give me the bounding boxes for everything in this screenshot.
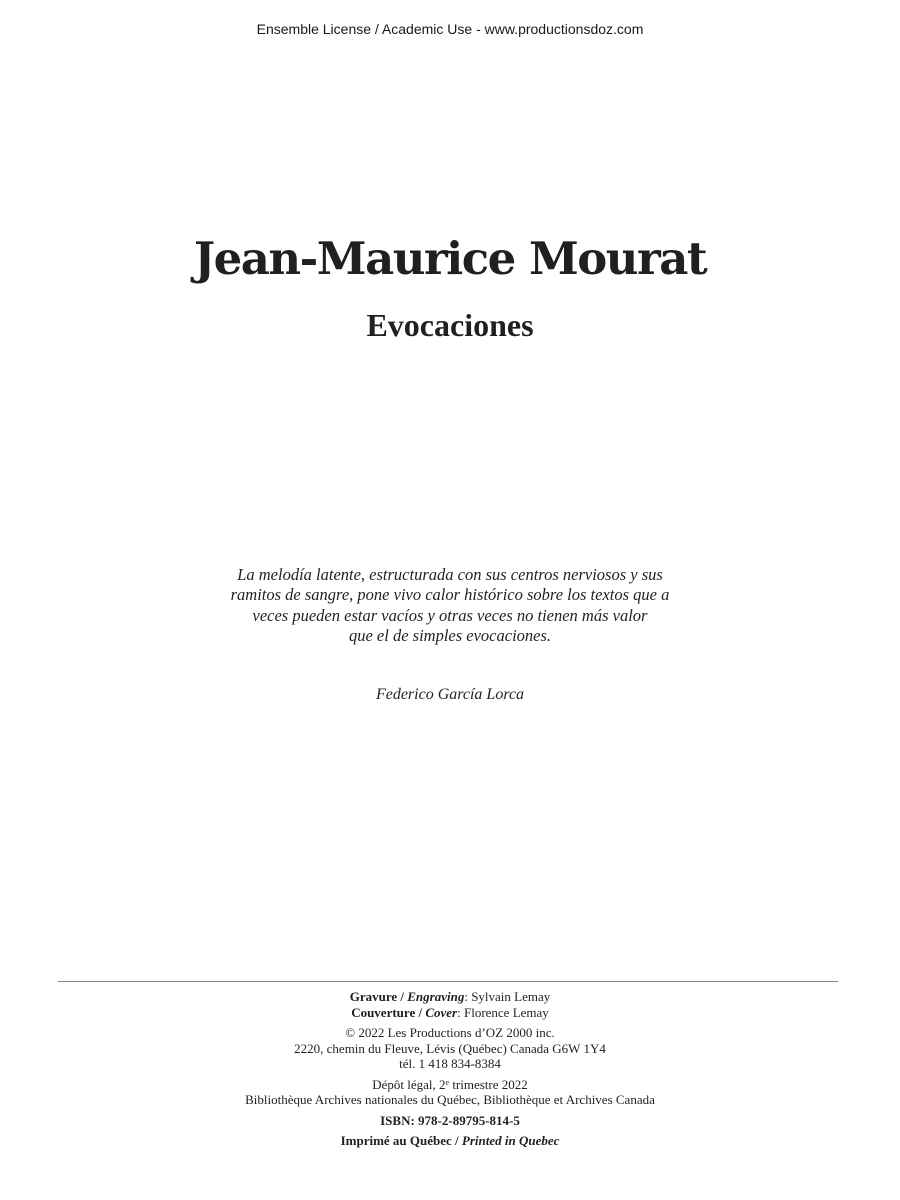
epigraph-attribution: Federico García Lorca xyxy=(375,686,525,703)
engraving-credit xyxy=(0,989,900,1005)
epigraph-quote xyxy=(200,565,700,646)
composer-name: Jean-Maurice Mourat xyxy=(193,232,707,285)
printed-in xyxy=(0,1133,900,1149)
credits-block xyxy=(0,989,900,1149)
legal-deposit-ordinal: e xyxy=(445,1077,450,1087)
isbn-text: ISBN: 978-2-89795-814-5 xyxy=(380,1112,520,1128)
isbn xyxy=(0,1113,900,1129)
cover-label-fr: Couverture / xyxy=(351,1004,426,1020)
engraving-label-en: Engraving xyxy=(407,989,465,1004)
printed-fr: Imprimé au Québec / xyxy=(340,1133,462,1148)
publisher-phone: tél. 1 418 834-8384 xyxy=(399,1056,501,1071)
footer-divider xyxy=(58,981,838,982)
libraries-line: Bibliothèque Archives nationales du Québec, Bibliothèque et Archives Canada xyxy=(245,1092,655,1107)
cover-credit xyxy=(0,1005,900,1021)
work-title: Evocaciones xyxy=(366,307,534,343)
epigraph-line: veces pueden estar vacíos y otras veces no tienen más valor xyxy=(252,605,648,625)
publisher-address: 2220, chemin du Fleuve, Lévis (Québec) Canada G6W 1Y4 xyxy=(294,1040,606,1056)
engraving-label-fr: Gravure / xyxy=(349,989,408,1004)
license-header: Ensemble License / Academic Use - www.productionsdoz.com xyxy=(256,21,644,37)
copyright-line: © 2022 Les Productions d’OZ 2000 inc. xyxy=(345,1025,555,1040)
epigraph-line: ramitos de sangre, pone vivo calor histórico sobre los textos que a xyxy=(230,585,670,605)
engraving-value: : Sylvain Lemay xyxy=(464,989,551,1004)
epigraph-line: que el de simples evocaciones. xyxy=(348,625,552,645)
legal-deposit-prefix: Dépôt légal, 2 xyxy=(372,1076,446,1092)
printed-en: Printed in Quebec xyxy=(461,1133,560,1148)
cover-label-en: Cover xyxy=(425,1004,458,1020)
legal-deposit-suffix: trimestre 2022 xyxy=(449,1076,528,1092)
legal-deposit xyxy=(0,1077,900,1093)
epigraph-line: La melodía latente, estructurada con sus centros nerviosos y sus xyxy=(237,565,663,584)
cover-value: : Florence Lemay xyxy=(457,1004,549,1020)
